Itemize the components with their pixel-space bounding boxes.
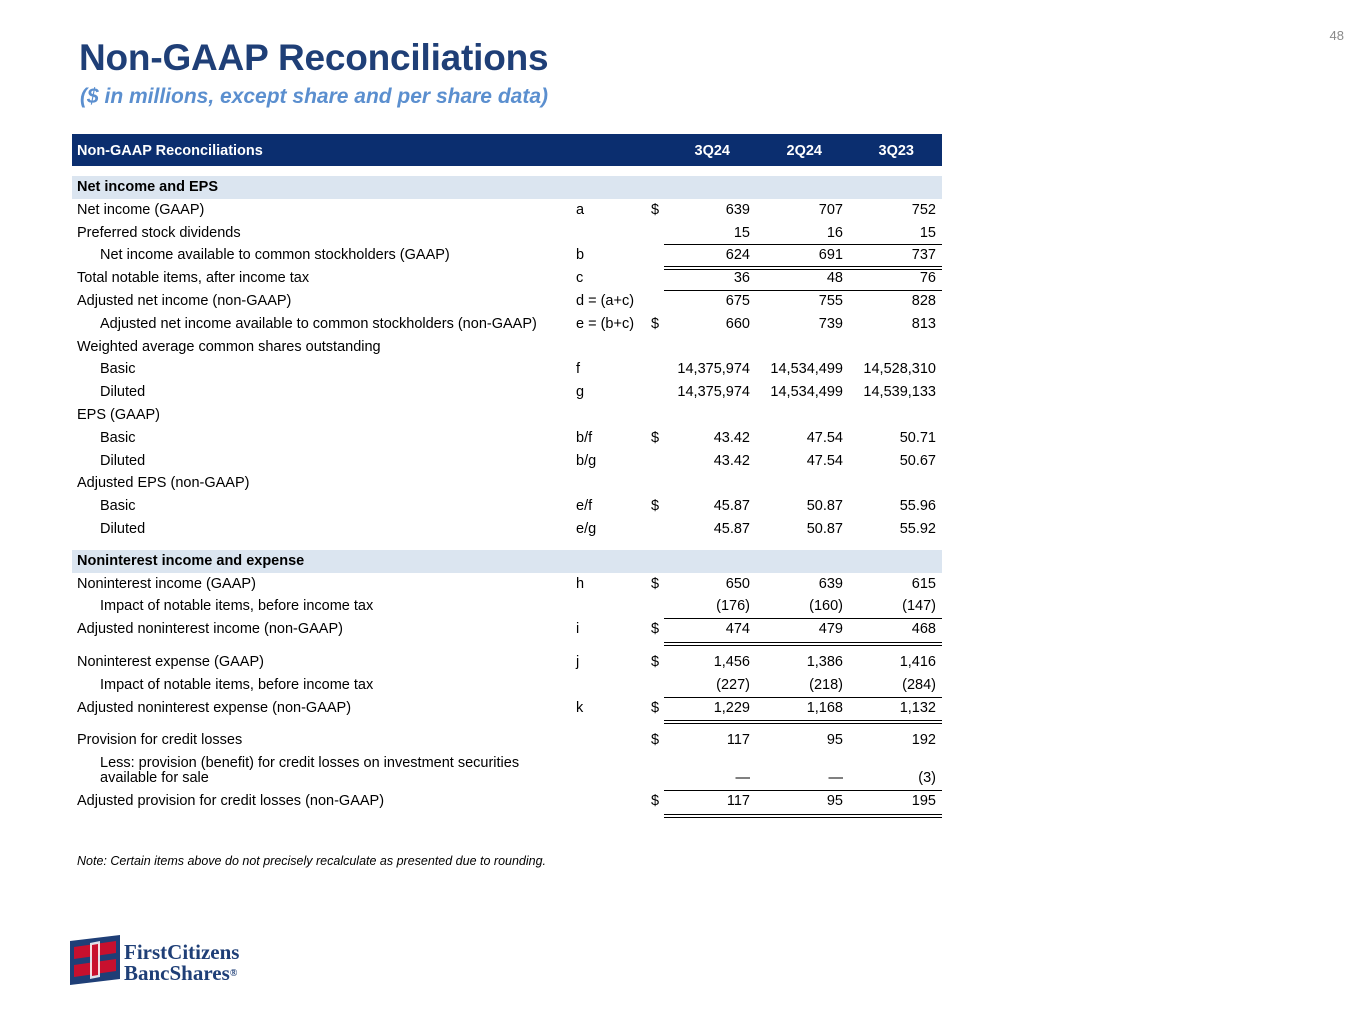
- footnote: Note: Certain items above do not precisely recalculate as presented due to rounding.: [77, 854, 547, 868]
- table-row: [72, 336, 942, 359]
- cell-value: 50.87: [806, 498, 843, 515]
- cell-value: 755: [818, 292, 843, 309]
- dollar-sign: $: [651, 793, 660, 810]
- cell-value: 660: [725, 315, 750, 332]
- row-ref: k: [576, 699, 584, 716]
- row-label: Impact of notable items, before income tax: [100, 676, 374, 693]
- cell-value: 36: [733, 270, 750, 287]
- cell-value: 76: [919, 270, 936, 287]
- row-label: Adjusted net income (non-GAAP): [77, 292, 292, 309]
- table-row: [72, 752, 942, 790]
- cell-value: 195: [911, 793, 936, 810]
- row-label: Basic: [100, 361, 136, 378]
- cell-value: 45.87: [713, 498, 750, 515]
- row-ref: i: [576, 621, 580, 638]
- row-ref: b/g: [576, 452, 597, 469]
- table-row: [72, 573, 942, 596]
- row-label: Diluted: [100, 384, 146, 401]
- cell-value: 16: [826, 224, 843, 241]
- logo-line-1: FirstCitizens: [124, 940, 240, 964]
- table-row: [72, 404, 942, 427]
- cell-value: 43.42: [713, 452, 750, 469]
- dollar-sign: $: [651, 621, 660, 638]
- cell-value: 639: [818, 575, 843, 592]
- cell-value: 14,534,499: [770, 384, 843, 401]
- cell-value: 752: [911, 201, 936, 218]
- cell-value: 1,456: [713, 653, 750, 670]
- header-col-3q24: 3Q24: [694, 143, 730, 159]
- table-row: [72, 358, 942, 381]
- cell-value: 43.42: [713, 429, 750, 446]
- flag-logo-icon: [70, 933, 120, 987]
- logo-wordmark: [124, 942, 239, 984]
- row-label: Preferred stock dividends: [77, 224, 241, 241]
- cell-value: 47.54: [806, 452, 843, 469]
- cell-value: 739: [818, 315, 843, 332]
- cell-value: 117: [726, 732, 750, 749]
- section-title: Net income and EPS: [77, 179, 219, 195]
- cell-value: 50.67: [899, 452, 936, 469]
- cell-value: 117: [726, 793, 750, 810]
- table-row: [72, 618, 942, 641]
- table-row: [72, 267, 942, 290]
- row-ref: f: [576, 361, 581, 378]
- row-ref: c: [576, 270, 584, 287]
- cell-value: 615: [911, 575, 936, 592]
- table-row: [72, 244, 942, 267]
- cell-value: —: [735, 770, 750, 787]
- company-logo: [70, 930, 260, 990]
- cell-value: 14,534,499: [770, 361, 843, 378]
- cell-value: 1,132: [899, 699, 936, 716]
- registered-mark: ®: [229, 968, 238, 979]
- row-label: Noninterest income (GAAP): [77, 575, 256, 592]
- row-label: Basic: [100, 498, 136, 515]
- row-label: Net income available to common stockholders (GAAP): [100, 247, 450, 264]
- cell-value: (227): [716, 676, 750, 693]
- table-row: [72, 595, 942, 618]
- row-ref: e/f: [576, 498, 593, 515]
- cell-value: 14,375,974: [677, 361, 750, 378]
- cell-value: 639: [725, 201, 750, 218]
- cell-value: 55.92: [899, 520, 936, 537]
- table-row: [72, 290, 942, 313]
- row-label: Total notable items, after income tax: [77, 270, 310, 287]
- cell-value: 828: [911, 292, 936, 309]
- table-row: [72, 199, 942, 222]
- table-header-row: [72, 134, 942, 166]
- row-ref: e/g: [576, 520, 597, 537]
- row-label: Weighted average common shares outstanding: [77, 338, 381, 355]
- row-ref: j: [576, 653, 580, 670]
- section-title: Noninterest income and expense: [77, 552, 305, 569]
- cell-value: 1,168: [806, 699, 843, 716]
- table-row: [72, 222, 942, 245]
- row-label: Diluted: [100, 520, 146, 537]
- dollar-sign: $: [651, 732, 660, 749]
- cell-value: 1,229: [713, 699, 750, 716]
- cell-value: 474: [725, 621, 750, 638]
- cell-value: (147): [902, 598, 936, 615]
- cell-value: 15: [733, 224, 750, 241]
- header-label: Non-GAAP Reconciliations: [77, 143, 263, 159]
- page-subtitle: ($ in millions, except share and per share data): [80, 85, 548, 108]
- row-ref: h: [576, 575, 585, 592]
- cell-value: 691: [818, 247, 843, 264]
- row-ref: b: [576, 247, 585, 264]
- table-row: [72, 450, 942, 473]
- cell-value: 14,528,310: [863, 361, 936, 378]
- row-ref: b/f: [576, 429, 593, 446]
- cell-value: 55.96: [899, 498, 936, 515]
- cell-value: —: [828, 770, 843, 787]
- cell-value: 14,375,974: [677, 384, 750, 401]
- table-row: [72, 427, 942, 450]
- section-header-net-income: [72, 176, 942, 199]
- cell-value: 707: [818, 201, 843, 218]
- row-label: Adjusted EPS (non-GAAP): [77, 475, 250, 492]
- page-title: Non-GAAP Reconciliations: [79, 37, 549, 78]
- cell-value: (160): [809, 598, 843, 615]
- row-label: Adjusted provision for credit losses (non-GAAP): [77, 793, 385, 810]
- row-label: Adjusted noninterest income (non-GAAP): [77, 621, 343, 638]
- table-row: [72, 651, 942, 674]
- table-row: [72, 313, 942, 336]
- cell-value: 48: [826, 270, 843, 287]
- dollar-sign: $: [651, 429, 660, 446]
- section-header-noninterest: [72, 550, 942, 573]
- row-ref: e = (b+c): [576, 315, 635, 332]
- cell-value: 624: [725, 247, 750, 264]
- table-row: [72, 790, 942, 813]
- cell-value: 95: [826, 793, 843, 810]
- dollar-sign: $: [651, 315, 660, 332]
- cell-value: 50.71: [899, 429, 936, 446]
- cell-value: 15: [919, 224, 936, 241]
- cell-value: 650: [725, 575, 750, 592]
- cell-value: 468: [911, 621, 936, 638]
- row-label: Impact of notable items, before income tax: [100, 598, 374, 615]
- row-label: Less: provision (benefit) for credit losses on investment securities available for sale: [100, 755, 520, 787]
- table-row: [72, 495, 942, 518]
- reconciliation-table: [72, 134, 942, 813]
- table-row: [72, 381, 942, 404]
- cell-value: 192: [911, 732, 936, 749]
- dollar-sign: $: [651, 699, 660, 716]
- header-col-2q24: 2Q24: [786, 143, 822, 159]
- cell-value: 50.87: [806, 520, 843, 537]
- row-label: Adjusted net income available to common stockholders (non-GAAP): [100, 315, 537, 332]
- cell-value: (176): [716, 598, 750, 615]
- cell-value: 45.87: [713, 520, 750, 537]
- dollar-sign: $: [651, 201, 660, 218]
- cell-value: 1,386: [806, 653, 843, 670]
- table-row: [72, 674, 942, 697]
- dollar-sign: $: [651, 653, 660, 670]
- cell-value: 1,416: [899, 653, 936, 670]
- page-number: 48: [1329, 28, 1344, 43]
- row-label: Net income (GAAP): [77, 201, 205, 218]
- table-row: [72, 472, 942, 495]
- row-label: Provision for credit losses: [77, 732, 243, 749]
- logo-line-2: [124, 963, 239, 984]
- cell-value: 14,539,133: [863, 384, 936, 401]
- row-label: Basic: [100, 429, 136, 446]
- cell-value: 47.54: [806, 429, 843, 446]
- cell-value: 95: [826, 732, 843, 749]
- dollar-sign: $: [651, 575, 660, 592]
- cell-value: (218): [809, 676, 843, 693]
- table-row: [72, 697, 942, 720]
- row-label: Diluted: [100, 452, 146, 469]
- row-ref: a: [576, 201, 585, 218]
- cell-value: 813: [911, 315, 936, 332]
- table-row: [72, 729, 942, 752]
- dollar-sign: $: [651, 498, 660, 515]
- cell-value: (3): [918, 770, 936, 787]
- row-ref: d = (a+c): [576, 292, 635, 309]
- table-row: [72, 518, 942, 541]
- row-label: Noninterest expense (GAAP): [77, 653, 264, 670]
- header-col-3q23: 3Q23: [878, 143, 914, 159]
- row-ref: g: [576, 384, 585, 401]
- row-label: Adjusted noninterest expense (non-GAAP): [77, 699, 352, 716]
- logo-line-2-text: BancShares: [124, 961, 230, 985]
- cell-value: 737: [911, 247, 936, 264]
- cell-value: 479: [818, 621, 843, 638]
- row-label: EPS (GAAP): [77, 406, 160, 423]
- cell-value: 675: [725, 292, 750, 309]
- cell-value: (284): [902, 676, 936, 693]
